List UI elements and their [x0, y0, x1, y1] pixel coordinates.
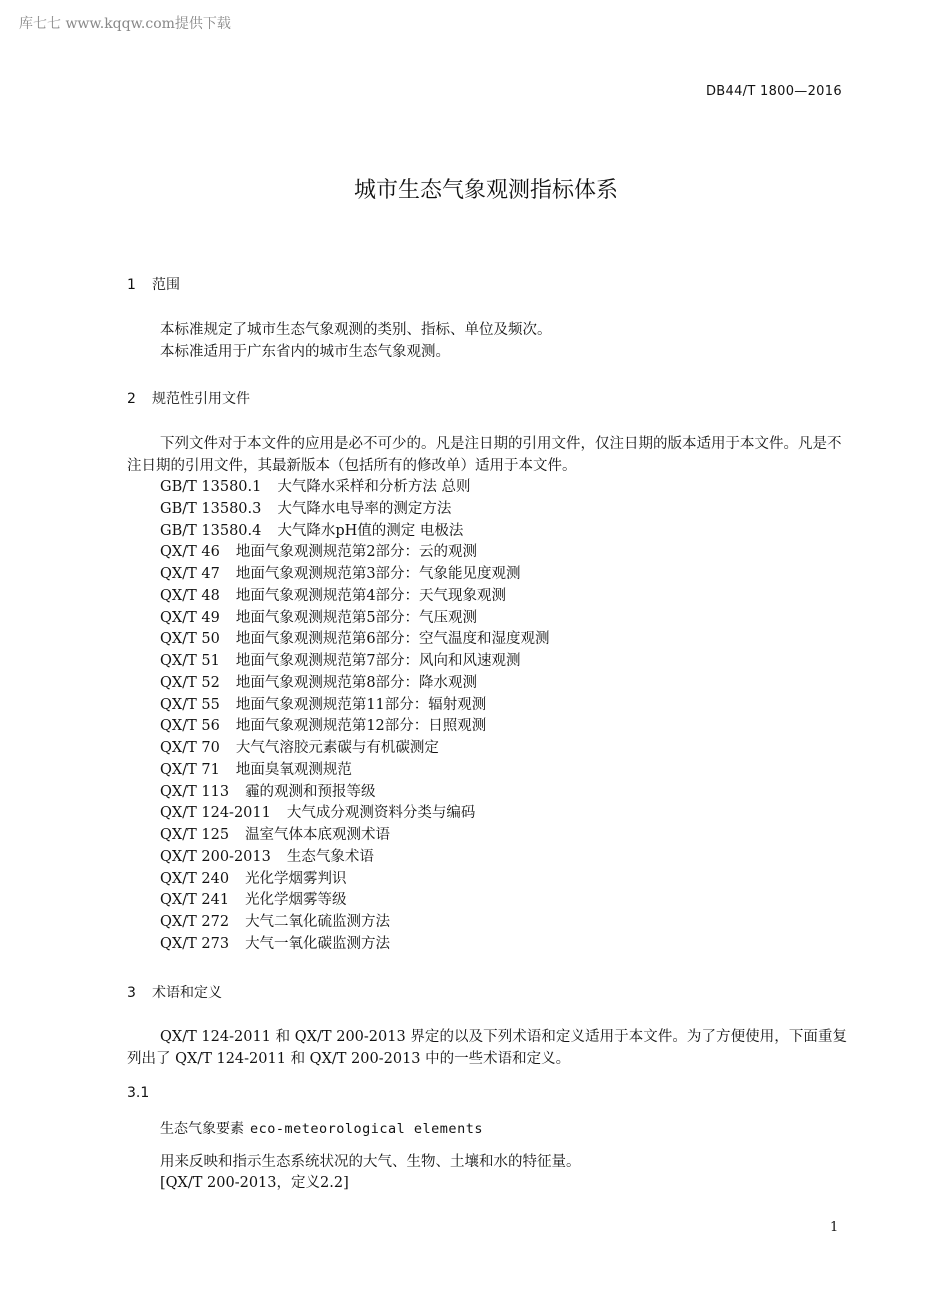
- reference-item: [160, 847, 550, 869]
- reference-title: 地面气象观测规范第8部分：降水观测: [235, 674, 478, 691]
- reference-title: 地面气象观测规范第5部分：气压观测: [235, 609, 478, 626]
- reference-title: 霾的观测和预报等级: [245, 783, 376, 800]
- reference-title: 大气二氧化硫监测方法: [245, 914, 391, 930]
- section-title: 术语和定义: [152, 985, 222, 1001]
- reference-item: [160, 651, 550, 673]
- reference-title: 地面气象观测规范第7部分：风向和风速观测: [235, 653, 521, 669]
- section-number: 1: [127, 277, 136, 293]
- reference-item: [160, 542, 550, 564]
- reference-item: [160, 629, 550, 651]
- reference-item: [160, 782, 550, 804]
- reference-code: QX/T 47: [160, 566, 220, 582]
- reference-code: QX/T 56: [160, 718, 220, 735]
- reference-code: QX/T 125: [160, 827, 230, 843]
- reference-title: 光化学烟雾等级: [245, 892, 347, 909]
- reference-code: QX/T 200-2013: [160, 848, 271, 865]
- reference-code: QX/T 46: [160, 544, 220, 561]
- reference-title: 地面气象观测规范第12部分：日照观测: [235, 718, 487, 735]
- term-chinese: 生态气象要素: [160, 1121, 244, 1137]
- reference-code: GB/T 13580.3: [160, 500, 262, 517]
- reference-code: QX/T 113: [160, 783, 230, 800]
- reference-title: 大气成分观测资料分类与编码: [286, 805, 476, 822]
- reference-title: 大气降水电导率的测定方法: [277, 500, 452, 517]
- term-source: [QX/T 200-2013，定义2.2]: [160, 1175, 349, 1191]
- reference-title: 温室气体本底观测术语: [245, 827, 391, 843]
- reference-item: [160, 499, 550, 521]
- reference-title: 大气降水pH值的测定 电极法: [277, 522, 464, 539]
- reference-code: QX/T 48: [160, 587, 220, 604]
- reference-item: [160, 934, 550, 956]
- section-number: 3: [127, 985, 136, 1001]
- reference-title: 地面气象观测规范第3部分：气象能见度观测: [235, 566, 521, 582]
- reference-code: QX/T 240: [160, 870, 230, 887]
- reference-item: [160, 803, 550, 825]
- reference-code: QX/T 52: [160, 674, 220, 691]
- reference-item: [160, 760, 550, 782]
- reference-title: 大气降水采样和分析方法 总则: [277, 479, 471, 495]
- reference-item: [160, 695, 550, 717]
- reference-item: [160, 890, 550, 912]
- reference-item: [160, 825, 550, 847]
- reference-title: 大气一氧化碳监测方法: [245, 935, 391, 952]
- reference-title: 大气气溶胶元素碳与有机碳测定: [235, 740, 439, 756]
- reference-item: [160, 738, 550, 760]
- reference-code: QX/T 241: [160, 892, 230, 909]
- reference-code: GB/T 13580.4: [160, 522, 262, 539]
- section-heading-scope: [127, 274, 180, 294]
- references-intro: 下列文件对于本文件的应用是必不可少的。凡是注日期的引用文件，仅注日期的版本适用于本文件。凡是不注日期的引用文件，其最新版本（包括所有的修改单）适用于本文件。: [127, 436, 842, 474]
- section-number: 2: [127, 391, 136, 407]
- terms-intro: QX/T 124-2011 和 QX/T 200-2013 界定的以及下列术语和定义适用于本文件。为了方便使用，下面重复列出了 QX/T 124-2011 和 QX/T 200-2013 中的一些术语和定义。: [127, 1029, 847, 1067]
- reference-item: [160, 716, 550, 738]
- section-heading-terms: [127, 982, 222, 1002]
- term-entry-number: 3.1: [127, 1085, 150, 1101]
- reference-item: [160, 521, 550, 543]
- reference-title: 地面臭氧观测规范: [235, 761, 352, 778]
- reference-code: QX/T 51: [160, 653, 220, 669]
- reference-code: QX/T 70: [160, 740, 220, 756]
- term-english: eco-meteorological elements: [250, 1121, 483, 1137]
- reference-title: 地面气象观测规范第11部分：辐射观测: [235, 696, 487, 713]
- scope-line-1: 本标准规定了城市生态气象观测的类别、指标、单位及频次。: [160, 322, 552, 338]
- reference-code: QX/T 50: [160, 631, 220, 648]
- reference-list: [160, 477, 550, 956]
- reference-item: [160, 608, 550, 630]
- reference-code: GB/T 13580.1: [160, 479, 262, 495]
- reference-item: [160, 477, 550, 499]
- reference-item: [160, 673, 550, 695]
- reference-item: [160, 869, 550, 891]
- reference-item: [160, 912, 550, 934]
- page-number: 1: [830, 1220, 839, 1235]
- reference-title: 光化学烟雾判识: [245, 870, 347, 887]
- term-definition: 用来反映和指示生态系统状况的大气、生物、土壤和水的特征量。: [160, 1154, 581, 1170]
- reference-code: QX/T 71: [160, 761, 220, 778]
- reference-code: QX/T 124-2011: [160, 805, 271, 822]
- section-title: 规范性引用文件: [152, 391, 250, 407]
- scope-line-2: 本标准适用于广东省内的城市生态气象观测。: [160, 344, 450, 360]
- section-heading-references: [127, 388, 250, 408]
- term-heading: [160, 1118, 483, 1138]
- reference-code: QX/T 272: [160, 914, 230, 930]
- section-title: 范围: [152, 277, 180, 293]
- document-title: 城市生态气象观测指标体系: [353, 178, 618, 203]
- watermark-text: 库七七 www.kqqw.com提供下载: [19, 16, 231, 32]
- reference-title: 生态气象术语: [286, 848, 374, 865]
- reference-item: [160, 564, 550, 586]
- reference-item: [160, 586, 550, 608]
- reference-title: 地面气象观测规范第4部分：天气现象观测: [235, 587, 507, 604]
- reference-code: QX/T 49: [160, 609, 220, 626]
- reference-code: QX/T 55: [160, 696, 220, 713]
- reference-title: 地面气象观测规范第2部分：云的观测: [235, 544, 478, 561]
- reference-code: QX/T 273: [160, 935, 230, 952]
- reference-title: 地面气象观测规范第6部分：空气温度和湿度观测: [235, 631, 550, 648]
- standard-code: DB44/T 1800—2016: [706, 84, 842, 99]
